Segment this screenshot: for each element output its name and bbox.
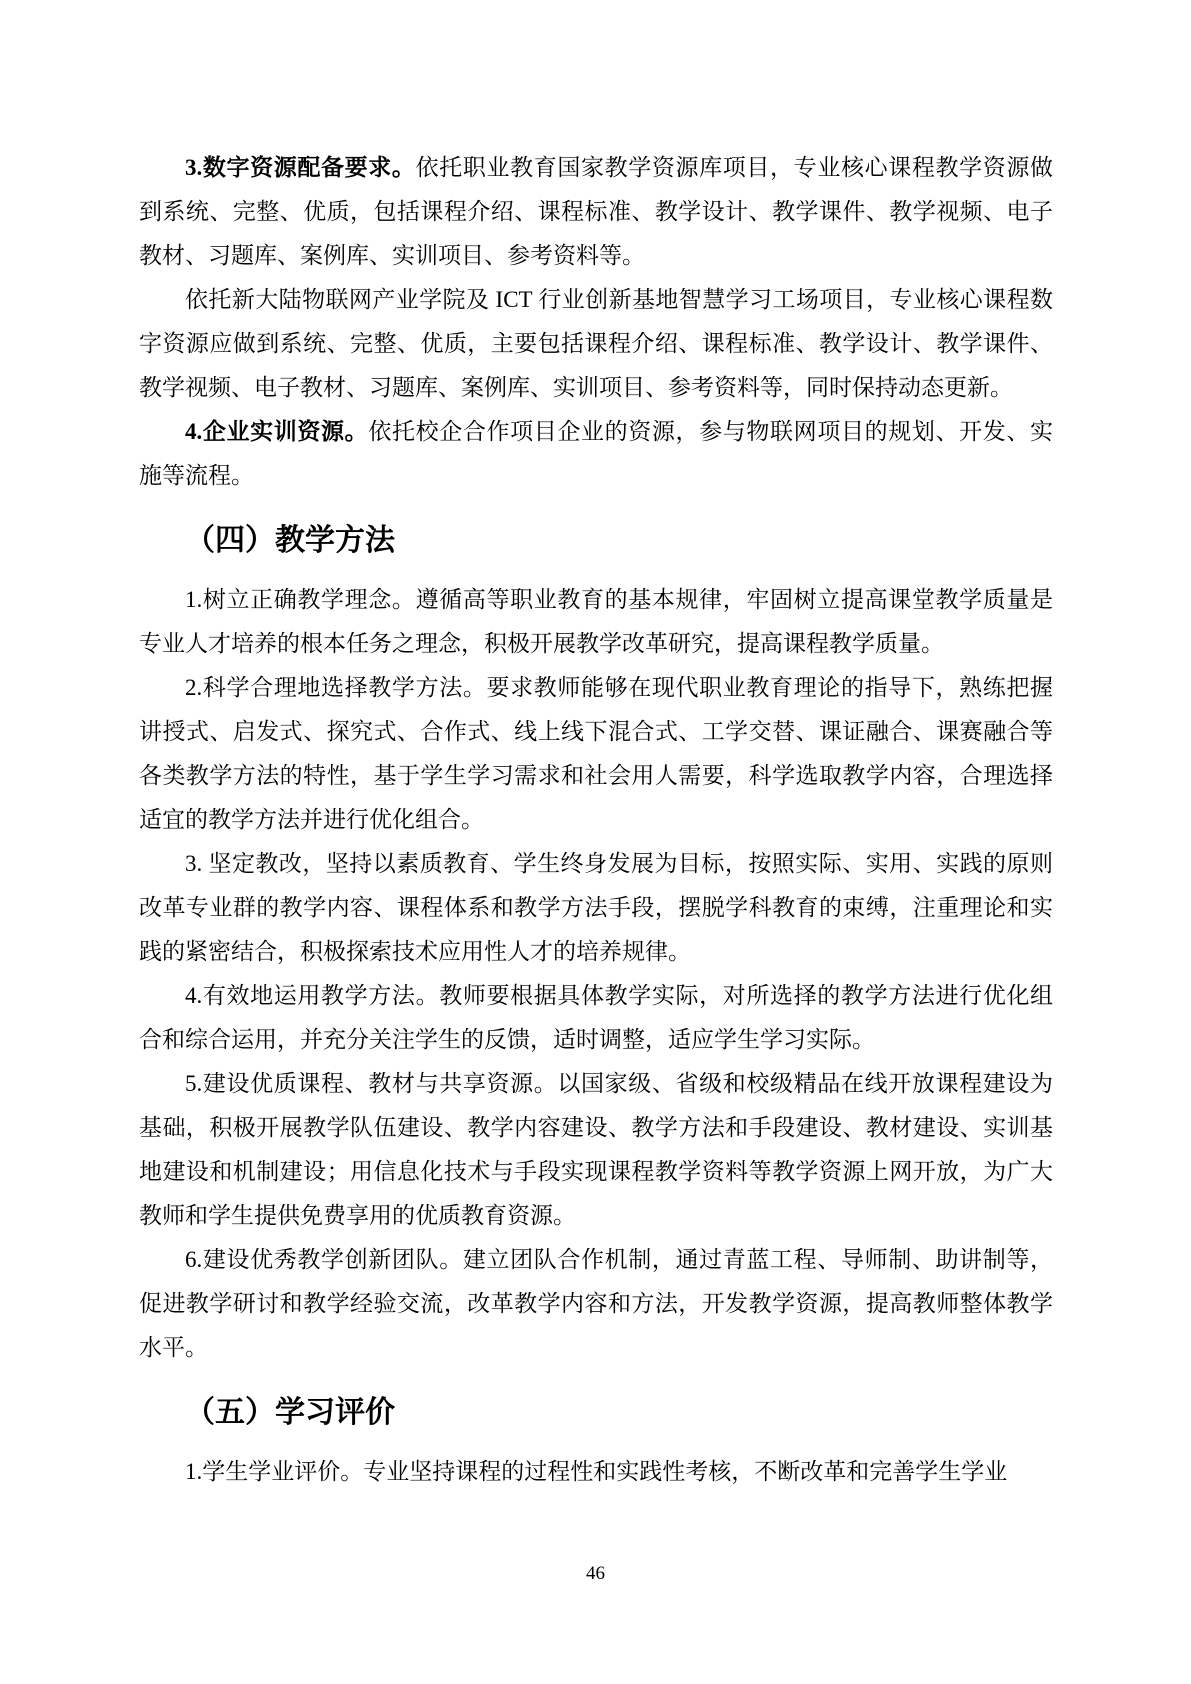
section-heading-teaching-methods: （四）教学方法 — [185, 524, 395, 557]
paragraph-teaching-method-2: 2.科学合理地选择教学方法。要求教师能够在现代职业教育理论的指导下，熟练把握讲授式、启发式、探究式、合作式、线上线下混合式、工学交替、课证融合、课赛融合等各类教学方法的特性，基于学生学习需求和社会用人需要，科学选取教学内容，合理选择适宜的教学方法并进行优化组合。 — [139, 675, 1053, 832]
paragraph-text-enterprise-resources: 依托校企合作项目企业的资源，参与物联网项目的规划、开发、实施等流程。 — [139, 419, 1054, 488]
paragraph-enterprise-resources — [139, 410, 1053, 498]
paragraph-teaching-method-1: 1.树立正确教学理念。遵循高等职业教育的基本规律，牢固树立提高课堂教学质量是专业人才培养的根本任务之理念，积极开展教学改革研究，提高课程教学质量。 — [139, 587, 1053, 656]
paragraph-learning-evaluation-1: 1.学生学业评价。专业坚持课程的过程性和实践性考核，不断改革和完善学生学业 — [185, 1459, 1008, 1484]
paragraph-teaching-method-5: 5.建设优质课程、教材与共享资源。以国家级、省级和校级精品在线开放课程建设为基础，积极开展教学队伍建设、教学内容建设、教学方法和手段建设、教材建设、实训基地建设和机制建设；用信息化技术与手段实现课程教学资料等教学资源上网开放，为广大教师和学生提供免费享用的优质教育资源。 — [139, 1071, 1053, 1228]
section-heading-learning-evaluation: （五）学习评价 — [185, 1396, 395, 1429]
paragraph-teaching-method-6: 6.建设优秀教学创新团队。建立团队合作机制，通过青蓝工程、导师制、助讲制等，促进教学研讨和教学经验交流，改革教学内容和方法，开发教学资源，提高教师整体教学水平。 — [139, 1247, 1053, 1360]
page-content — [139, 146, 1053, 1494]
paragraph-text-platform-resources: 依托新大陆物联网产业学院及 ICT 行业创新基地智慧学习工场项目，专业核心课程数字资源应做到系统、完整、优质，主要包括课程介绍、课程标准、教学设计、教学课件、教学视频、电子教材、习题库、案例库、实训项目、参考资料等，同时保持动态更新。 — [139, 287, 1053, 400]
paragraph-platform-resources — [139, 278, 1053, 410]
page-number: 46 — [586, 1563, 605, 1584]
paragraph-digital-resources — [139, 146, 1053, 278]
paragraph-teaching-method-4: 4.有效地运用教学方法。教师要根据具体教学实际，对所选择的教学方法进行优化组合和综合运用，并充分关注学生的反馈，适时调整，适应学生学习实际。 — [139, 983, 1053, 1052]
paragraph-text-digital-resources: 依托职业教育国家教学资源库项目，专业核心课程教学资源做到系统、完整、优质，包括课程介绍、课程标准、教学设计、教学课件、教学视频、电子教材、习题库、案例库、实训项目、参考资料等。 — [139, 155, 1054, 268]
paragraph-teaching-method-3: 3. 坚定教改，坚持以素质教育、学生终身发展为目标，按照实际、实用、实践的原则改革专业群的教学内容、课程体系和教学方法手段，摆脱学科教育的束缚，注重理论和实践的紧密结合，积极探索技术应用性人才的培养规律。 — [139, 851, 1053, 964]
paragraph-lead-digital-resources: 3.数字资源配备要求。 — [185, 155, 416, 180]
paragraph-lead-enterprise-resources: 4.企业实训资源。 — [185, 419, 369, 444]
